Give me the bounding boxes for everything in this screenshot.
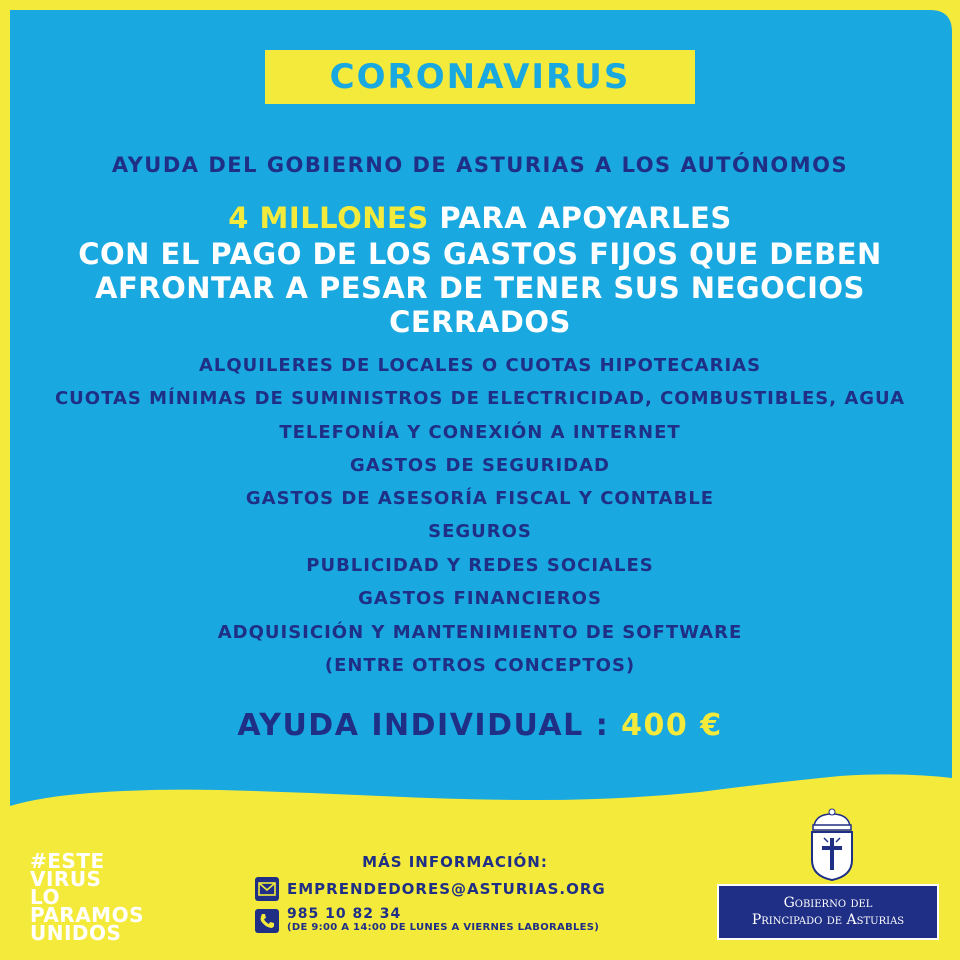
headline-line-4: CERRADOS bbox=[389, 305, 571, 339]
contact-email-link[interactable]: EMPRENDEDORES@ASTURIAS.ORG bbox=[287, 880, 606, 898]
list-item: GASTOS DE ASESORÍA FISCAL Y CONTABLE bbox=[245, 488, 715, 509]
contact-info bbox=[255, 853, 685, 934]
contact-phone: 985 10 82 34 bbox=[287, 906, 402, 922]
government-line-2: Principado de Asturias bbox=[751, 912, 905, 928]
list-item: ADQUISICIÓN Y MANTENIMIENTO DE SOFTWARE bbox=[217, 622, 743, 643]
hashtag-line: VIRUS bbox=[30, 867, 102, 891]
hashtag-line: #ESTE bbox=[30, 849, 105, 873]
individual-aid bbox=[0, 708, 960, 743]
contact-heading: MÁS INFORMACIÓN: bbox=[362, 853, 548, 871]
email-row bbox=[255, 877, 685, 901]
envelope-icon bbox=[255, 877, 279, 901]
phone-icon bbox=[255, 909, 279, 933]
headline-line-1 bbox=[0, 200, 960, 236]
headline-line-1-rest: PARA APOYARLES bbox=[428, 201, 732, 235]
page-title: CORONAVIRUS bbox=[329, 57, 631, 97]
headline-line-3: AFRONTAR A PESAR DE TENER SUS NEGOCIOS bbox=[95, 271, 865, 305]
hashtag-line: PARAMOS bbox=[30, 903, 144, 927]
asturias-crest-icon bbox=[800, 808, 864, 882]
government-line-1: Gobierno del bbox=[783, 895, 873, 911]
list-item: TELEFONÍA Y CONEXIÓN A INTERNET bbox=[279, 422, 681, 443]
list-item: SEGUROS bbox=[428, 521, 532, 542]
government-logo bbox=[717, 884, 939, 940]
list-item: PUBLICIDAD Y REDES SOCIALES bbox=[306, 555, 654, 576]
hashtag-logo bbox=[30, 849, 170, 945]
list-item: (ENTRE OTROS CONCEPTOS) bbox=[324, 655, 636, 676]
list-item: CUOTAS MÍNIMAS DE SUMINISTROS DE ELECTRICIDAD, COMBUSTIBLES, AGUA bbox=[54, 388, 906, 409]
headline-line-2: CON EL PAGO DE LOS GASTOS FIJOS QUE DEBEN bbox=[78, 237, 882, 271]
list-item: GASTOS FINANCIEROS bbox=[358, 588, 602, 609]
hashtag-line: UNIDOS bbox=[30, 921, 122, 945]
individual-aid-amount: 400 € bbox=[621, 708, 723, 743]
title-banner bbox=[265, 50, 695, 104]
hashtag-line: LO bbox=[30, 885, 61, 909]
headline-highlight: 4 MILLONES bbox=[228, 201, 429, 235]
list-item: GASTOS DE SEGURIDAD bbox=[349, 455, 610, 476]
subtitle: AYUDA DEL GOBIERNO DE ASTURIAS A LOS AUTÓNOMOS bbox=[111, 153, 849, 177]
phone-row bbox=[255, 907, 685, 934]
list-item: ALQUILERES DE LOCALES O CUOTAS HIPOTECARIAS bbox=[198, 355, 762, 376]
individual-aid-label: AYUDA INDIVIDUAL : bbox=[237, 708, 622, 743]
contact-hours: (DE 9:00 A 14:00 DE LUNES A VIERNES LABORABLES) bbox=[287, 922, 600, 933]
